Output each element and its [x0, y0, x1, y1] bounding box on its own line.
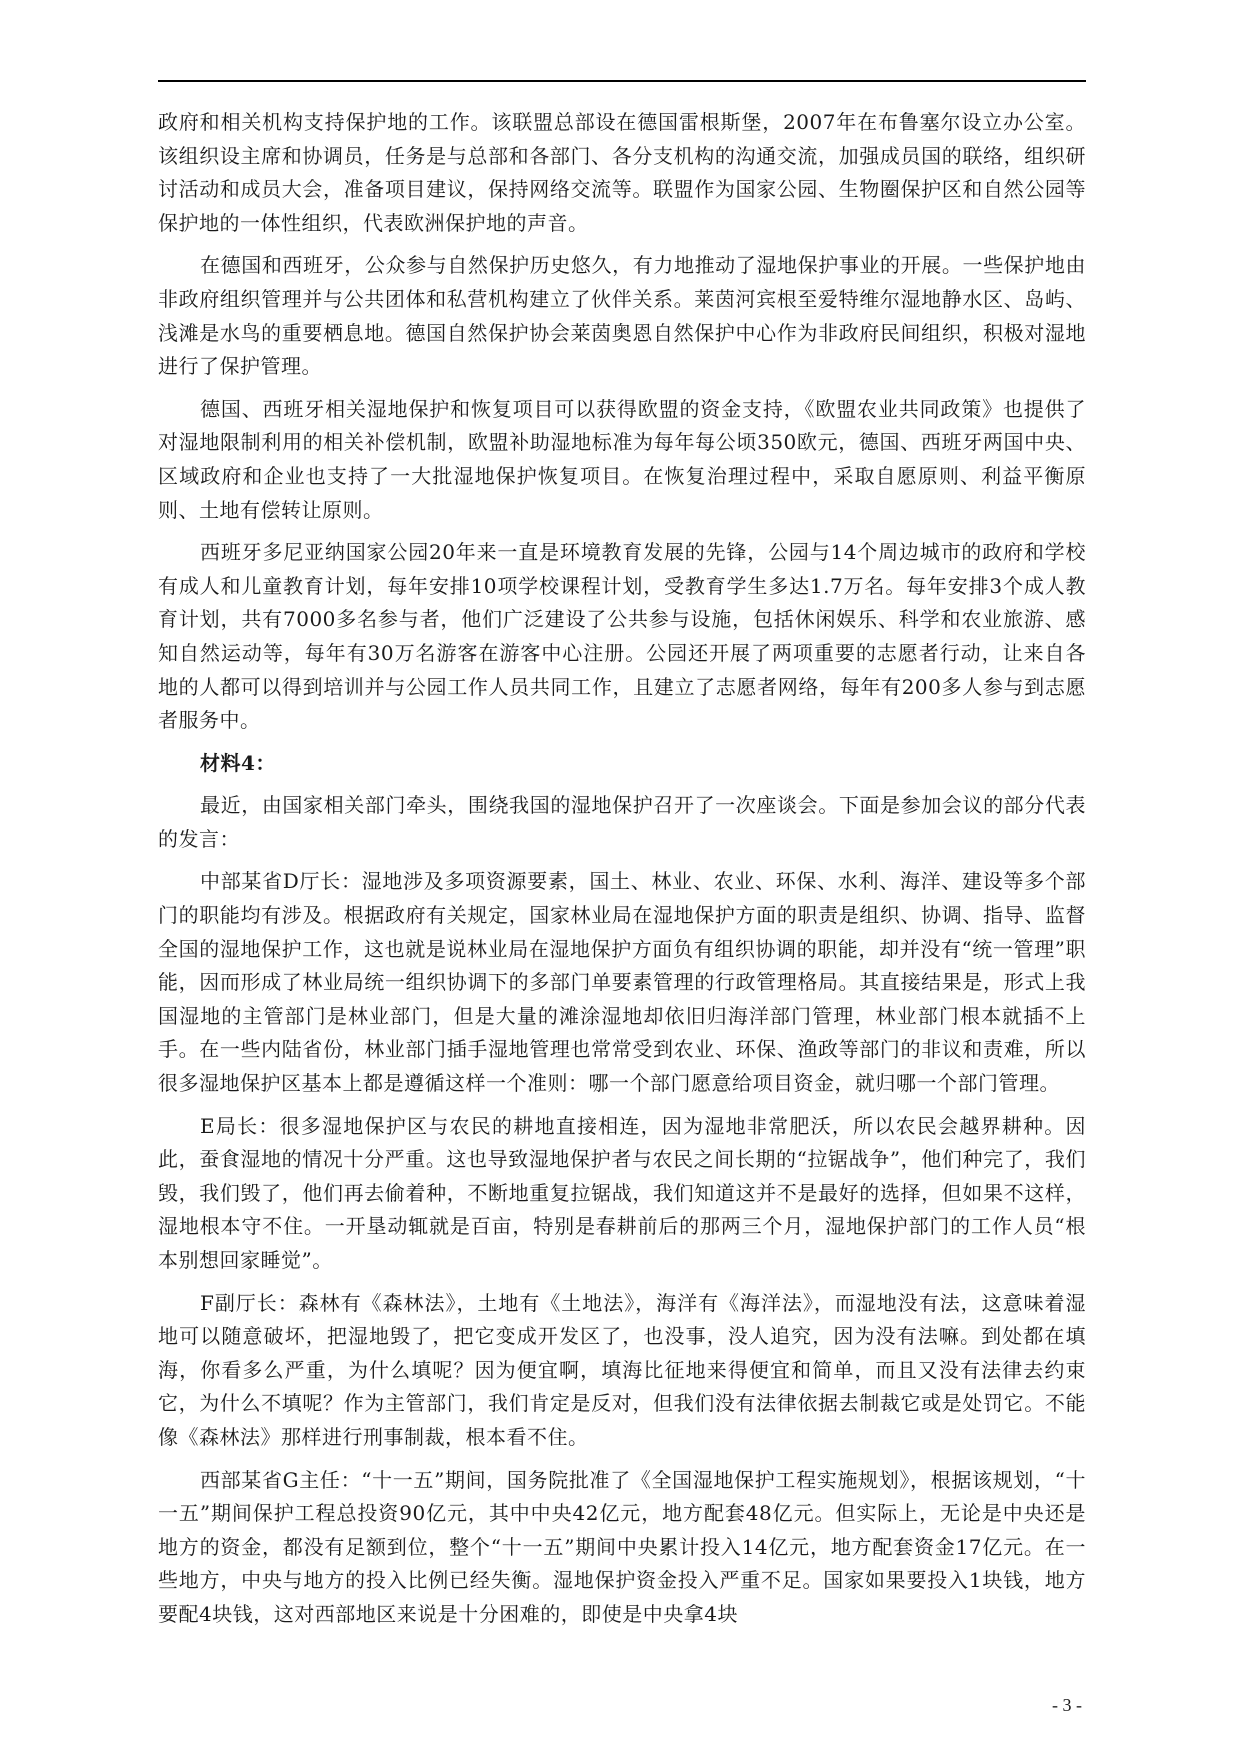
header-rule	[158, 80, 1086, 82]
paragraph-donana-education: 西班牙多尼亚纳国家公园20年来一直是环境教育发展的先锋，公园与14个周边城市的政府和学校有成人和儿童教育计划，每年安排10项学校课程计划，受教育学生多达1.7万名。每年安排3个成人教育计划，共有7000多名参与者，他们广泛建设了公共参与设施，包括休闲娱乐、科学和农业旅游、感知自然运动等，每年有30万名游客在游客中心注册。公园还开展了两项重要的志愿者行动，让来自各地的人都可以得到培训并与公园工作人员共同工作，且建立了志愿者网络，每年有200多人参与到志愿者服务中。	[158, 540, 1086, 733]
paragraph-public-participation: 在德国和西班牙，公众参与自然保护历史悠久，有力地推动了湿地保护事业的开展。一些保护地由非政府组织管理并与公共团体和私营机构建立了伙伴关系。莱茵河宾根至爱特维尔湿地静水区、岛屿、浅滩是水鸟的重要栖息地。德国自然保护协会莱茵奥恩自然保护中心作为非政府民间组织，积极对湿地进行了保护管理。	[158, 253, 1086, 379]
paragraph-continuation: 政府和相关机构支持保护地的工作。该联盟总部设在德国雷根斯堡，2007年在布鲁塞尔设立办公室。该组织设主席和协调员，任务是与总部和各部门、各分支机构的沟通交流，加强成员国的联络，组织研讨活动和成员大会，准备项目建议，保持网络交流等。联盟作为国家公园、生物圈保护区和自然公园等保护地的一体性组织，代表欧洲保护地的声音。	[158, 110, 1086, 235]
paragraph-speaker-f: F副厅长：森林有《森林法》，土地有《土地法》，海洋有《海洋法》，而湿地没有法，这意味着湿地可以随意破坏，把湿地毁了，把它变成开发区了，也没事，没人追究，因为没有法嘛。到处都在填海，你看多么严重，为什么填呢？因为便宜啊，填海比征地来得便宜和简单，而且又没有法律去约束它，为什么不填呢？作为主管部门，我们肯定是反对，但我们没有法律依据去制裁它或是处罚它。不能像《森林法》那样进行刑事制裁，根本看不住。	[158, 1290, 1086, 1449]
section-heading-material-4: 材料4：	[200, 750, 276, 775]
paragraph-speaker-g: 西部某省G主任：“十一五”期间，国务院批准了《全国湿地保护工程实施规划》，根据该规划，“十一五”期间保护工程总投资90亿元，其中中央42亿元，地方配套48亿元。但实际上，无论是中央还是地方的资金，都没有足额到位，整个“十一五”期间中央累计投入14亿元，地方配套资金17亿元。在一些地方，中央与地方的投入比例已经失衡。湿地保护资金投入严重不足。国家如果要投入1块钱，地方要配4块钱，这对西部地区来说是十分困难的，即使是中央拿4块	[158, 1467, 1086, 1626]
paragraph-speaker-e: E局长：很多湿地保护区与农民的耕地直接相连，因为湿地非常肥沃，所以农民会越界耕种。因此，蚕食湿地的情况十分严重。这也导致湿地保护者与农民之间长期的“拉锯战争”，他们种完了，我们毁，我们毁了，他们再去偷着种，不断地重复拉锯战，我们知道这并不是最好的选择，但如果不这样，湿地根本守不住。一开垦动辄就是百亩，特别是春耕前后的那两三个月，湿地保护部门的工作人员“根本别想回家睡觉”。	[158, 1113, 1086, 1272]
paragraph-eu-funding: 德国、西班牙相关湿地保护和恢复项目可以获得欧盟的资金支持，《欧盟农业共同政策》也提供了对湿地限制利用的相关补偿机制，欧盟补助湿地标准为每年每公顷350欧元，德国、西班牙两国中央、区域政府和企业也支持了一大批湿地保护恢复项目。在恢复治理过程中，采取自愿原则、利益平衡原则、土地有偿转让原则。	[158, 396, 1086, 522]
page-number: - 3 -	[1052, 1695, 1082, 1715]
paragraph-symposium-intro: 最近，由国家相关部门牵头，围绕我国的湿地保护召开了一次座谈会。下面是参加会议的部分代表的发言：	[158, 793, 1086, 851]
document-body	[158, 106, 1086, 1641]
paragraph-speaker-d: 中部某省D厅长：湿地涉及多项资源要素，国土、林业、农业、环保、水利、海洋、建设等多个部门的职能均有涉及。根据政府有关规定，国家林业局在湿地保护方面的职责是组织、协调、指导、监督全国的湿地保护工作，这也就是说林业局在湿地保护方面负有组织协调的职能，却并没有“统一管理”职能，因而形成了林业局统一组织协调下的多部门单要素管理的行政管理格局。其直接结果是，形式上我国湿地的主管部门是林业部门，但是大量的滩涂湿地却依旧归海洋部门管理，林业部门根本就插不上手。在一些内陆省份，林业部门插手湿地管理也常常受到农业、环保、渔政等部门的非议和责难，所以很多湿地保护区基本上都是遵循这样一个准则：哪一个部门愿意给项目资金，就归哪一个部门管理。	[158, 869, 1086, 1096]
